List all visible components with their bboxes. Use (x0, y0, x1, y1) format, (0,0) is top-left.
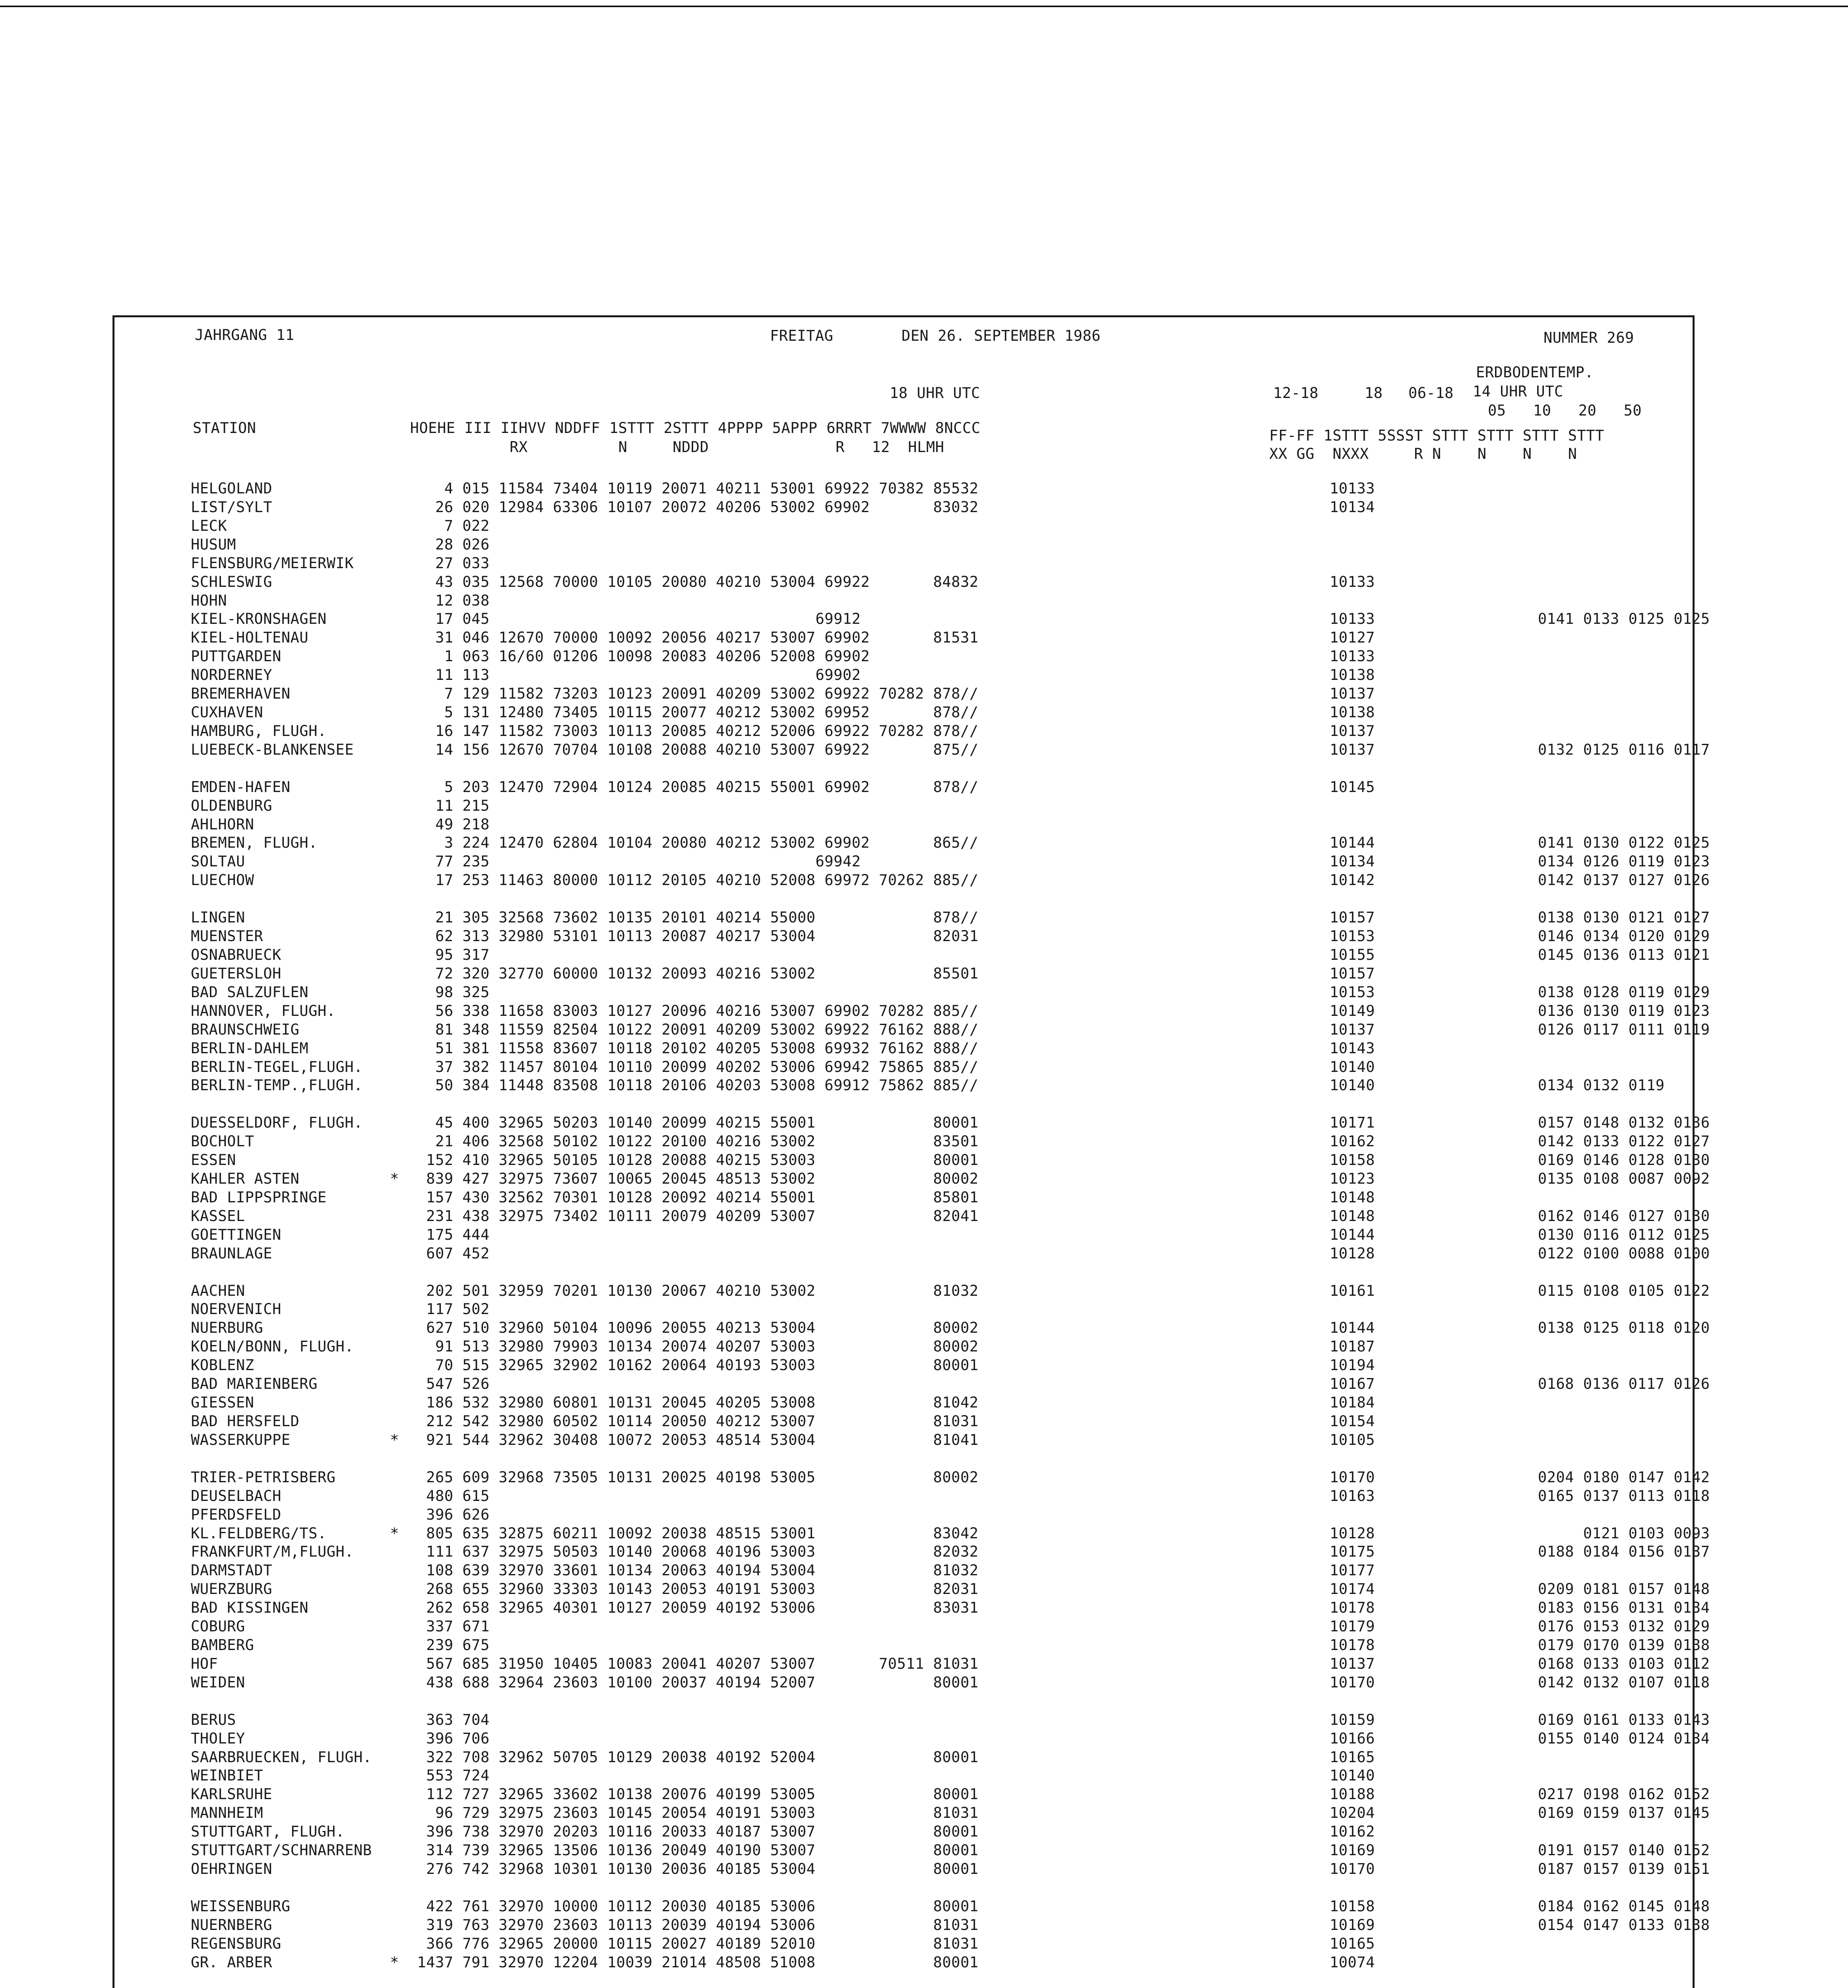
station-row: OLDENBURG 11 215 (191, 797, 490, 814)
station-row-extra: 10137 0126 0117 0111 0119 (1330, 1021, 1710, 1038)
station-row-extra: 10137 0168 0133 0103 0112 (1330, 1655, 1710, 1672)
station-row: PUTTGARDEN 1 063 16/60 01206 10098 20083 40206 52008 69902 (191, 648, 870, 665)
depth-heading: 05 10 20 50 (1488, 402, 1642, 419)
station-row-extra: 10178 0183 0156 0131 0134 (1330, 1599, 1710, 1616)
station-row: KASSEL 231 438 32975 73402 10111 20079 40209 53007 82041 (191, 1208, 979, 1225)
station-row: NUERNBERG 319 763 32970 23603 10113 20039 40194 53006 81031 (191, 1916, 979, 1934)
station-row-extra: 10170 0204 0180 0147 0142 (1330, 1469, 1710, 1486)
station-row: REGENSBURG 366 776 32965 20000 10115 20027 40189 52010 81031 (191, 1935, 979, 1952)
station-row: KL.FELDBERG/TS. * 805 635 32875 60211 10092 20038 48515 53001 83042 (191, 1525, 979, 1542)
station-row-extra: 10157 0138 0130 0121 0127 (1330, 909, 1710, 926)
station-row: BAD HERSFELD 212 542 32980 60502 10114 20050 40212 53007 81031 (191, 1413, 979, 1430)
station-row-extra: 10153 0146 0134 0120 0129 (1330, 928, 1710, 945)
station-row: GOETTINGEN 175 444 (191, 1226, 490, 1243)
utc18-heading: 18 UHR UTC (890, 384, 980, 402)
station-row-extra: 10169 0154 0147 0133 0138 (1330, 1916, 1710, 1934)
station-row-extra: 10074 (1330, 1954, 1375, 1971)
station-row: WASSERKUPPE * 921 544 32962 30408 10072 20053 48514 53004 81041 (191, 1431, 979, 1448)
station-row: OEHRINGEN 276 742 32968 10301 10130 20036 40185 53004 80001 (191, 1860, 979, 1877)
station-row-extra: 10137 (1330, 685, 1375, 702)
station-row-extra: 10194 (1330, 1357, 1375, 1374)
top-rule (0, 6, 1848, 7)
station-row-extra: 10154 (1330, 1413, 1375, 1430)
station-row-extra: 10171 0157 0148 0132 0136 (1330, 1114, 1710, 1131)
station-row: AACHEN 202 501 32959 70201 10130 20067 40210 53002 81032 (191, 1282, 979, 1299)
station-row-extra: 10179 0176 0153 0132 0129 (1330, 1618, 1710, 1635)
station-row-extra: 10140 (1330, 1058, 1375, 1076)
station-row: KARLSRUHE 112 727 32965 33602 10138 20076 40199 53005 80001 (191, 1786, 979, 1803)
station-row: HOHN 12 038 (191, 592, 490, 609)
range-heading: 12-18 (1273, 384, 1319, 402)
station-row: DEUSELBACH 480 615 (191, 1487, 490, 1505)
station-row-extra: 10184 (1330, 1394, 1375, 1411)
station-row-extra: 10163 0165 0137 0113 0118 (1330, 1487, 1710, 1505)
station-row: ESSEN 152 410 32965 50105 10128 20088 40215 53003 80001 (191, 1151, 979, 1169)
station-row: OSNABRUECK 95 317 (191, 946, 490, 963)
station-row: FRANKFURT/M,FLUGH. 111 637 32975 50503 10140 20068 40196 53003 82032 (191, 1543, 979, 1560)
station-row-extra: 10177 (1330, 1562, 1375, 1579)
station-row-extra: 10149 0136 0130 0119 0123 (1330, 1002, 1710, 1019)
station-row: TRIER-PETRISBERG 265 609 32968 73505 10131 20025 40198 53005 80002 (191, 1469, 979, 1486)
station-row: WEISSENBURG 422 761 32970 10000 10112 20030 40185 53006 80001 (191, 1898, 979, 1915)
station-row-extra: 10128 0121 0103 0093 (1330, 1525, 1710, 1542)
station-row: DUESSELDORF, FLUGH. 45 400 32965 50203 10140 20099 40215 55001 80001 (191, 1114, 979, 1131)
station-row-extra: 10138 (1330, 666, 1375, 683)
station-row: HUSUM 28 026 (191, 536, 490, 553)
station-row: BAD SALZUFLEN 98 325 (191, 984, 490, 1001)
utc14-heading: 14 UHR UTC (1473, 383, 1563, 400)
station-row-extra: 10142 0142 0137 0127 0126 (1330, 872, 1710, 889)
station-row: EMDEN-HAFEN 5 203 12470 72904 10124 20085 40215 55001 69902 878// (191, 779, 979, 796)
station-row-extra: 10165 (1330, 1749, 1375, 1766)
station-row-extra: 10133 0141 0133 0125 0125 (1330, 610, 1710, 627)
station-row-extra: 10133 (1330, 573, 1375, 590)
station-row: SOLTAU 77 235 69942 (191, 853, 861, 870)
station-row-extra: 10175 0188 0184 0156 0137 (1330, 1543, 1710, 1560)
station-row-extra: 10174 0209 0181 0157 0148 (1330, 1580, 1710, 1598)
station-row-extra: 10127 (1330, 629, 1375, 646)
station-row: BERLIN-TEMP.,FLUGH. 50 384 11448 83508 10118 20106 40203 53008 69912 75862 885// (191, 1077, 979, 1094)
station-row-extra: 10144 0138 0125 0118 0120 (1330, 1319, 1710, 1336)
station-row-extra: 10138 (1330, 704, 1375, 721)
station-row: KAHLER ASTEN * 839 427 32975 73607 10065 20045 48513 53002 80002 (191, 1170, 979, 1187)
station-row-extra: 10167 0168 0136 0117 0126 (1330, 1375, 1710, 1392)
station-row-extra: 10204 0169 0159 0137 0145 (1330, 1804, 1710, 1821)
station-row-extra: 10134 0134 0126 0119 0123 (1330, 853, 1710, 870)
station-row-extra: 10133 (1330, 480, 1375, 497)
station-row: NUERBURG 627 510 32960 50104 10096 20055 40213 53004 80002 (191, 1319, 979, 1336)
station-row: LUECHOW 17 253 11463 80000 10112 20105 40210 52008 69972 70262 885// (191, 872, 979, 889)
station-row: KOELN/BONN, FLUGH. 91 513 32980 79903 10134 20074 40207 53003 80002 (191, 1338, 979, 1355)
station-row: GIESSEN 186 532 32980 60801 10131 20045 40205 53008 81042 (191, 1394, 979, 1411)
station-row-extra: 10144 0141 0130 0122 0125 (1330, 834, 1710, 851)
jahrgang-label: JAHRGANG 11 (195, 326, 295, 344)
station-row: DARMSTADT 108 639 32970 33601 10134 20063 40194 53004 81032 (191, 1562, 979, 1579)
station-row: COBURG 337 671 (191, 1618, 490, 1635)
h18-heading: 18 (1365, 384, 1383, 402)
station-row-extra: 10140 0134 0132 0119 (1330, 1077, 1665, 1094)
station-row: THOLEY 396 706 (191, 1730, 490, 1747)
station-row-extra: 10105 (1330, 1431, 1375, 1448)
station-row: BERLIN-DAHLEM 51 381 11558 83607 10118 20102 40205 53008 69932 76162 888// (191, 1040, 979, 1057)
station-row-extra: 10158 0184 0162 0145 0148 (1330, 1898, 1710, 1915)
station-row: BAD KISSINGEN 262 658 32965 40301 10127 20059 40192 53006 83031 (191, 1599, 979, 1616)
station-row: LECK 7 022 (191, 517, 490, 534)
column-header-row1: STATION HOEHE III IIHVV NDDFF 1STTT 2STTT 4PPPP 5APPP 6RRRT 7WWWW 8NCCC (193, 419, 981, 437)
erdboden-heading: ERDBODENTEMP. (1476, 364, 1594, 381)
station-row: WEIDEN 438 688 32964 23603 10100 20037 40194 52007 80001 (191, 1674, 979, 1691)
station-row-extra: 10123 0135 0108 0087 0092 (1330, 1170, 1710, 1187)
station-row: AHLHORN 49 218 (191, 816, 490, 833)
station-row-extra: 10188 0217 0198 0162 0152 (1330, 1786, 1710, 1803)
station-row-extra: 10178 0179 0170 0139 0138 (1330, 1637, 1710, 1654)
station-row: SAARBRUECKEN, FLUGH. 322 708 32962 50705 10129 20038 40192 52004 80001 (191, 1749, 979, 1766)
station-row: HELGOLAND 4 015 11584 73404 10119 20071 40211 53001 69922 70382 85532 (191, 480, 979, 497)
station-row: PFERDSFELD 396 626 (191, 1506, 490, 1523)
range2-heading: 06-18 (1408, 384, 1454, 402)
station-row-extra: 10143 (1330, 1040, 1375, 1057)
station-row: KIEL-KRONSHAGEN 17 045 69912 (191, 610, 861, 627)
station-row: BERLIN-TEGEL,FLUGH. 37 382 11457 80104 10110 20099 40202 53006 69942 75865 885// (191, 1058, 979, 1076)
station-row: BAMBERG 239 675 (191, 1637, 490, 1654)
station-row-extra: 10157 (1330, 965, 1375, 982)
station-row: FLENSBURG/MEIERWIK 27 033 (191, 555, 490, 572)
station-row-extra: 10137 0132 0125 0116 0117 (1330, 741, 1710, 758)
station-row: HAMBURG, FLUGH. 16 147 11582 73003 10113 20085 40212 52006 69922 70282 878// (191, 722, 979, 740)
station-row: LIST/SYLT 26 020 12984 63306 10107 20072 40206 53002 69902 83032 (191, 499, 979, 516)
station-row-extra: 10155 0145 0136 0113 0121 (1330, 946, 1710, 963)
column-header-row2: RX N NDDD R 12 HLMH (193, 439, 944, 456)
station-row: BREMERHAVEN 7 129 11582 73203 10123 20091 40209 53002 69922 70282 878// (191, 685, 979, 702)
nummer-label: NUMMER 269 (1544, 329, 1634, 346)
station-row-extra: 10134 (1330, 499, 1375, 516)
station-row-extra: 10158 0169 0146 0128 0130 (1330, 1151, 1710, 1169)
station-row: MUENSTER 62 313 32980 53101 10113 20087 40217 53004 82031 (191, 928, 979, 945)
station-row: GUETERSLOH 72 320 32770 60000 10132 20093 40216 53002 85501 (191, 965, 979, 982)
station-row-extra: 10170 0187 0157 0139 0151 (1330, 1860, 1710, 1877)
station-row-extra: 10148 0162 0146 0127 0130 (1330, 1208, 1710, 1225)
station-row-extra: 10137 (1330, 722, 1375, 740)
station-row: BRAUNSCHWEIG 81 348 11559 82504 10122 20091 40209 53002 69922 76162 888// (191, 1021, 979, 1038)
station-row: CUXHAVEN 5 131 12480 73405 10115 20077 40212 53002 69952 878// (191, 704, 979, 721)
station-row-extra: 10169 0191 0157 0140 0152 (1330, 1842, 1710, 1859)
station-row-extra: 10159 0169 0161 0133 0143 (1330, 1711, 1710, 1728)
date-label: DEN 26. SEPTEMBER 1986 (902, 327, 1101, 344)
station-row: KIEL-HOLTENAU 31 046 12670 70000 10092 20056 40217 53007 69902 81531 (191, 629, 979, 646)
station-row-extra: 10145 (1330, 779, 1375, 796)
station-row-extra: 10140 (1330, 1767, 1375, 1784)
column-header-right1: FF-FF 1STTT 5SSST STTT STTT STTT STTT (1269, 427, 1604, 444)
station-row: NORDERNEY 11 113 69902 (191, 666, 861, 683)
station-row: STUTTGART/SCHNARRENB 314 739 32965 13506 10136 20049 40190 53007 80001 (191, 1842, 979, 1859)
station-row: HOF 567 685 31950 10405 10083 20041 40207 53007 70511 81031 (191, 1655, 979, 1672)
station-row-extra: 10161 0115 0108 0105 0122 (1330, 1282, 1710, 1299)
station-row-extra: 10170 0142 0132 0107 0118 (1330, 1674, 1710, 1691)
station-row-extra: 10165 (1330, 1935, 1375, 1952)
station-row: GR. ARBER * 1437 791 32970 12204 10039 21014 48508 51008 80001 (191, 1954, 979, 1971)
station-row-extra: 10144 0130 0116 0112 0125 (1330, 1226, 1710, 1243)
station-row: WEINBIET 553 724 (191, 1767, 490, 1784)
station-row-extra: 10148 (1330, 1189, 1375, 1206)
station-row: WUERZBURG 268 655 32960 33303 10143 20053 40191 53003 82031 (191, 1580, 979, 1598)
station-row: STUTTGART, FLUGH. 396 738 32970 20203 10116 20033 40187 53007 80001 (191, 1823, 979, 1840)
station-row: BREMEN, FLUGH. 3 224 12470 62804 10104 20080 40212 53002 69902 865// (191, 834, 979, 851)
station-row: LUEBECK-BLANKENSEE 14 156 12670 70704 10108 20088 40210 53007 69922 875// (191, 741, 979, 758)
station-row-extra: 10128 0122 0100 0088 0100 (1330, 1245, 1710, 1262)
station-row: LINGEN 21 305 32568 73602 10135 20101 40214 55000 878// (191, 909, 979, 926)
station-row: BERUS 363 704 (191, 1711, 490, 1728)
station-row-extra: 10187 (1330, 1338, 1375, 1355)
station-row: MANNHEIM 96 729 32975 23603 10145 20054 40191 53003 81031 (191, 1804, 979, 1821)
station-row: SCHLESWIG 43 035 12568 70000 10105 20080 40210 53004 69922 84832 (191, 573, 979, 590)
station-row: NOERVENICH 117 502 (191, 1301, 490, 1318)
station-row: BAD LIPPSPRINGE 157 430 32562 70301 10128 20092 40214 55001 85801 (191, 1189, 979, 1206)
station-row: BRAUNLAGE 607 452 (191, 1245, 490, 1262)
day-label: FREITAG (770, 327, 834, 344)
station-row-extra: 10153 0138 0128 0119 0129 (1330, 984, 1710, 1001)
station-row-extra: 10166 0155 0140 0124 0134 (1330, 1730, 1710, 1747)
station-row: HANNOVER, FLUGH. 56 338 11658 83003 10127 20096 40216 53007 69902 70282 885// (191, 1002, 979, 1019)
station-row: BOCHOLT 21 406 32568 50102 10122 20100 40216 53002 83501 (191, 1133, 979, 1150)
station-row-extra: 10162 (1330, 1823, 1375, 1840)
column-header-right2: XX GG NXXX R N N N N (1269, 445, 1577, 462)
station-row-extra: 10133 (1330, 648, 1375, 665)
station-row-extra: 10162 0142 0133 0122 0127 (1330, 1133, 1710, 1150)
station-row: BAD MARIENBERG 547 526 (191, 1375, 490, 1392)
station-row: KOBLENZ 70 515 32965 32902 10162 20064 40193 53003 80001 (191, 1357, 979, 1374)
